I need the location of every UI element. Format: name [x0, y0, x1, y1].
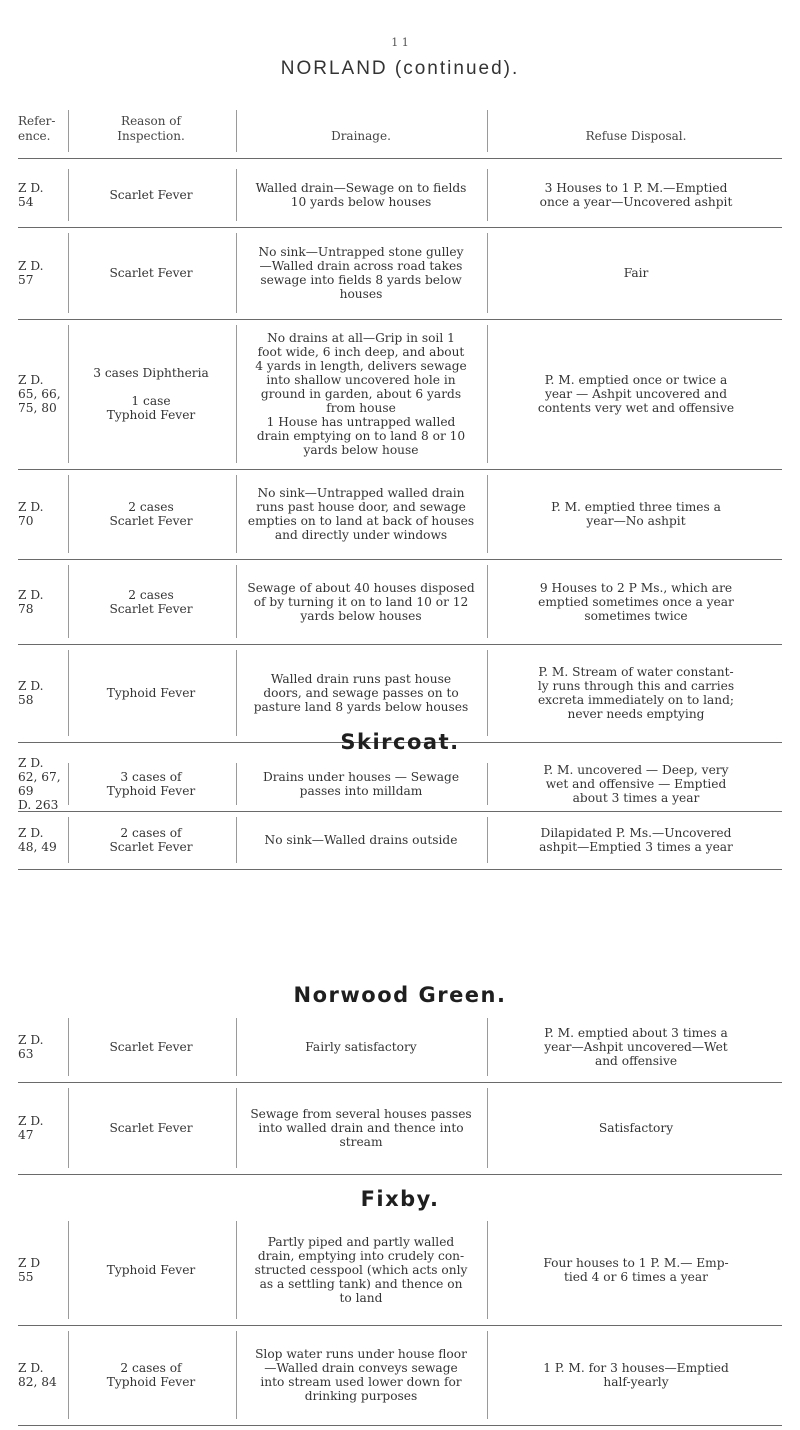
row-reason-of-inspection: Typhoid Fever	[106, 1263, 196, 1277]
column-divider	[487, 1018, 488, 1076]
column-divider	[236, 169, 237, 221]
column-divider	[236, 1221, 237, 1319]
header-rule	[18, 158, 782, 159]
row-reason-of-inspection: Typhoid Fever	[106, 686, 196, 700]
row-reference: Z D. 58	[18, 679, 44, 707]
row-reference: Z D 55	[18, 1256, 41, 1284]
section-heading-skircoat: Skircoat.	[340, 730, 460, 754]
column-divider	[236, 233, 237, 313]
column-divider	[68, 763, 69, 805]
row-reason-of-inspection: 2 cases Scarlet Fever	[109, 500, 193, 528]
column-divider	[487, 817, 488, 863]
column-divider	[236, 110, 237, 152]
row-refuse-disposal: P. M. Stream of water constant- ly runs through this and carries excreta immediately on to land; never needs emptying	[537, 665, 735, 721]
column-divider	[236, 1018, 237, 1076]
row-refuse-disposal: P. M. emptied once or twice a year — Ashpit uncovered and contents very wet and offensive	[537, 373, 735, 415]
column-divider	[487, 1331, 488, 1419]
row-reason-of-inspection: Scarlet Fever	[109, 188, 193, 202]
column-divider	[236, 763, 237, 805]
column-divider	[487, 169, 488, 221]
row-drainage: Walled drain—Sewage on to fields 10 yards below houses	[255, 181, 467, 209]
row-drainage: No sink—Untrapped stone gulley —Walled drain across road takes sewage into fields 8 yards below houses	[258, 245, 464, 301]
row-drainage: Drains under houses — Sewage passes into milldam	[262, 770, 460, 798]
column-divider	[487, 233, 488, 313]
row-drainage: Walled drain runs past house doors, and sewage passes on to pasture land 8 yards below houses	[253, 672, 469, 714]
row-reference: Z D. 54	[18, 181, 44, 209]
column-divider	[68, 325, 69, 463]
column-divider	[487, 763, 488, 805]
row-drainage: Slop water runs under house floor —Walled drain conveys sewage into stream used lower down for drinking purposes	[255, 1347, 467, 1403]
column-divider	[68, 475, 69, 553]
column-divider	[68, 169, 69, 221]
column-divider	[236, 1088, 237, 1168]
row-reason-of-inspection: 3 cases of Typhoid Fever	[106, 770, 196, 798]
row-reason-of-inspection: Scarlet Fever	[109, 1121, 193, 1135]
row-reason-of-inspection: 2 cases of Typhoid Fever	[106, 1361, 196, 1389]
column-divider	[68, 565, 69, 638]
header-reference: Refer- ence.	[18, 114, 56, 143]
page-number: 1 1	[391, 36, 409, 49]
column-divider	[236, 565, 237, 638]
column-divider	[487, 650, 488, 736]
row-refuse-disposal: Satisfactory	[598, 1121, 674, 1135]
column-divider	[236, 1331, 237, 1419]
column-divider	[236, 475, 237, 553]
row-reference: Z D. 70	[18, 500, 44, 528]
header-drainage: Drainage.	[331, 129, 391, 143]
row-reference: Z D. 47	[18, 1114, 44, 1142]
row-rule	[18, 1425, 782, 1426]
column-divider	[236, 650, 237, 736]
row-drainage: Sewage from several houses passes into walled drain and thence into stream	[250, 1107, 472, 1149]
row-reference: Z D. 82, 84	[18, 1361, 57, 1389]
row-reason-of-inspection: 2 cases of Scarlet Fever	[109, 826, 193, 854]
row-refuse-disposal: Fair	[623, 266, 649, 280]
page-title: NORLAND (continued).	[280, 58, 520, 79]
column-divider	[487, 1088, 488, 1168]
row-rule	[18, 1174, 782, 1175]
column-divider	[487, 1221, 488, 1319]
row-reason-of-inspection: 3 cases Diphtheria 1 case Typhoid Fever	[93, 366, 209, 422]
column-divider	[68, 1221, 69, 1319]
column-divider	[487, 325, 488, 463]
column-divider	[487, 475, 488, 553]
section-heading-norwood-green: Norwood Green.	[293, 983, 507, 1007]
column-divider	[487, 110, 488, 152]
row-drainage: Fairly satisfactory	[305, 1040, 417, 1054]
row-reason-of-inspection: Scarlet Fever	[109, 1040, 193, 1054]
row-reason-of-inspection: Scarlet Fever	[109, 266, 193, 280]
row-rule	[18, 869, 782, 870]
row-refuse-disposal: 1 P. M. for 3 houses—Emptied half-yearly	[543, 1361, 729, 1389]
column-divider	[487, 565, 488, 638]
column-divider	[236, 325, 237, 463]
row-refuse-disposal: 3 Houses to 1 P. M.—Emptied once a year—Uncovered ashpit	[539, 181, 733, 209]
row-reason-of-inspection: 2 cases Scarlet Fever	[109, 587, 193, 616]
row-refuse-disposal: 9 Houses to 2 P Ms., which are emptied sometimes once a year sometimes twice	[538, 580, 734, 623]
row-drainage: No drains at all—Grip in soil 1 foot wide, 6 inch deep, and about 4 yards in length, delivers sewage into shallow uncovered hole in ground in garden, about 6 yards from house 1 House has untrapped walled drain emptying on to land 8 or 10 yards below house	[255, 331, 467, 457]
section-heading-fixby: Fixby.	[360, 1187, 440, 1211]
row-refuse-disposal: P. M. emptied about 3 times a year—Ashpit uncovered—Wet and offensive	[544, 1026, 728, 1068]
column-divider	[68, 1331, 69, 1419]
column-divider	[68, 1018, 69, 1076]
row-reference: Z D. 62, 67, 69 D. 263	[18, 756, 61, 812]
row-drainage: No sink—Untrapped walled drain runs past house door, and sewage empties on to land at back of houses and directly under windows	[247, 486, 475, 542]
column-divider	[68, 817, 69, 863]
column-divider	[68, 110, 69, 152]
header-reason: Reason of Inspection.	[117, 114, 185, 143]
row-reference: Z D. 78	[18, 587, 44, 616]
header-refuse-disposal: Refuse Disposal.	[585, 129, 687, 143]
row-drainage: Partly piped and partly walled drain, emptying into crudely con- structed cesspool (which acts only as a settling tank) and thence on to land	[254, 1235, 468, 1305]
row-drainage: No sink—Walled drains outside	[264, 833, 458, 847]
row-drainage: Sewage of about 40 houses disposed of by turning it on to land 10 or 12 yards below houses	[247, 580, 475, 623]
row-reference: Z D. 63	[18, 1033, 44, 1061]
column-divider	[68, 233, 69, 313]
row-reference: Z D. 65, 66, 75, 80	[18, 373, 61, 415]
row-reference: Z D. 48, 49	[18, 826, 57, 854]
row-refuse-disposal: P. M. emptied three times a year—No ashpit	[551, 500, 721, 528]
column-divider	[236, 817, 237, 863]
row-refuse-disposal: Dilapidated P. Ms.—Uncovered ashpit—Emptied 3 times a year	[539, 826, 733, 854]
column-divider	[68, 1088, 69, 1168]
column-divider	[68, 650, 69, 736]
row-reference: Z D. 57	[18, 259, 44, 287]
row-refuse-disposal: Four houses to 1 P. M.— Emp- tied 4 or 6 times a year	[543, 1256, 729, 1284]
row-refuse-disposal: P. M. uncovered — Deep, very wet and offensive — Emptied about 3 times a year	[543, 763, 729, 805]
